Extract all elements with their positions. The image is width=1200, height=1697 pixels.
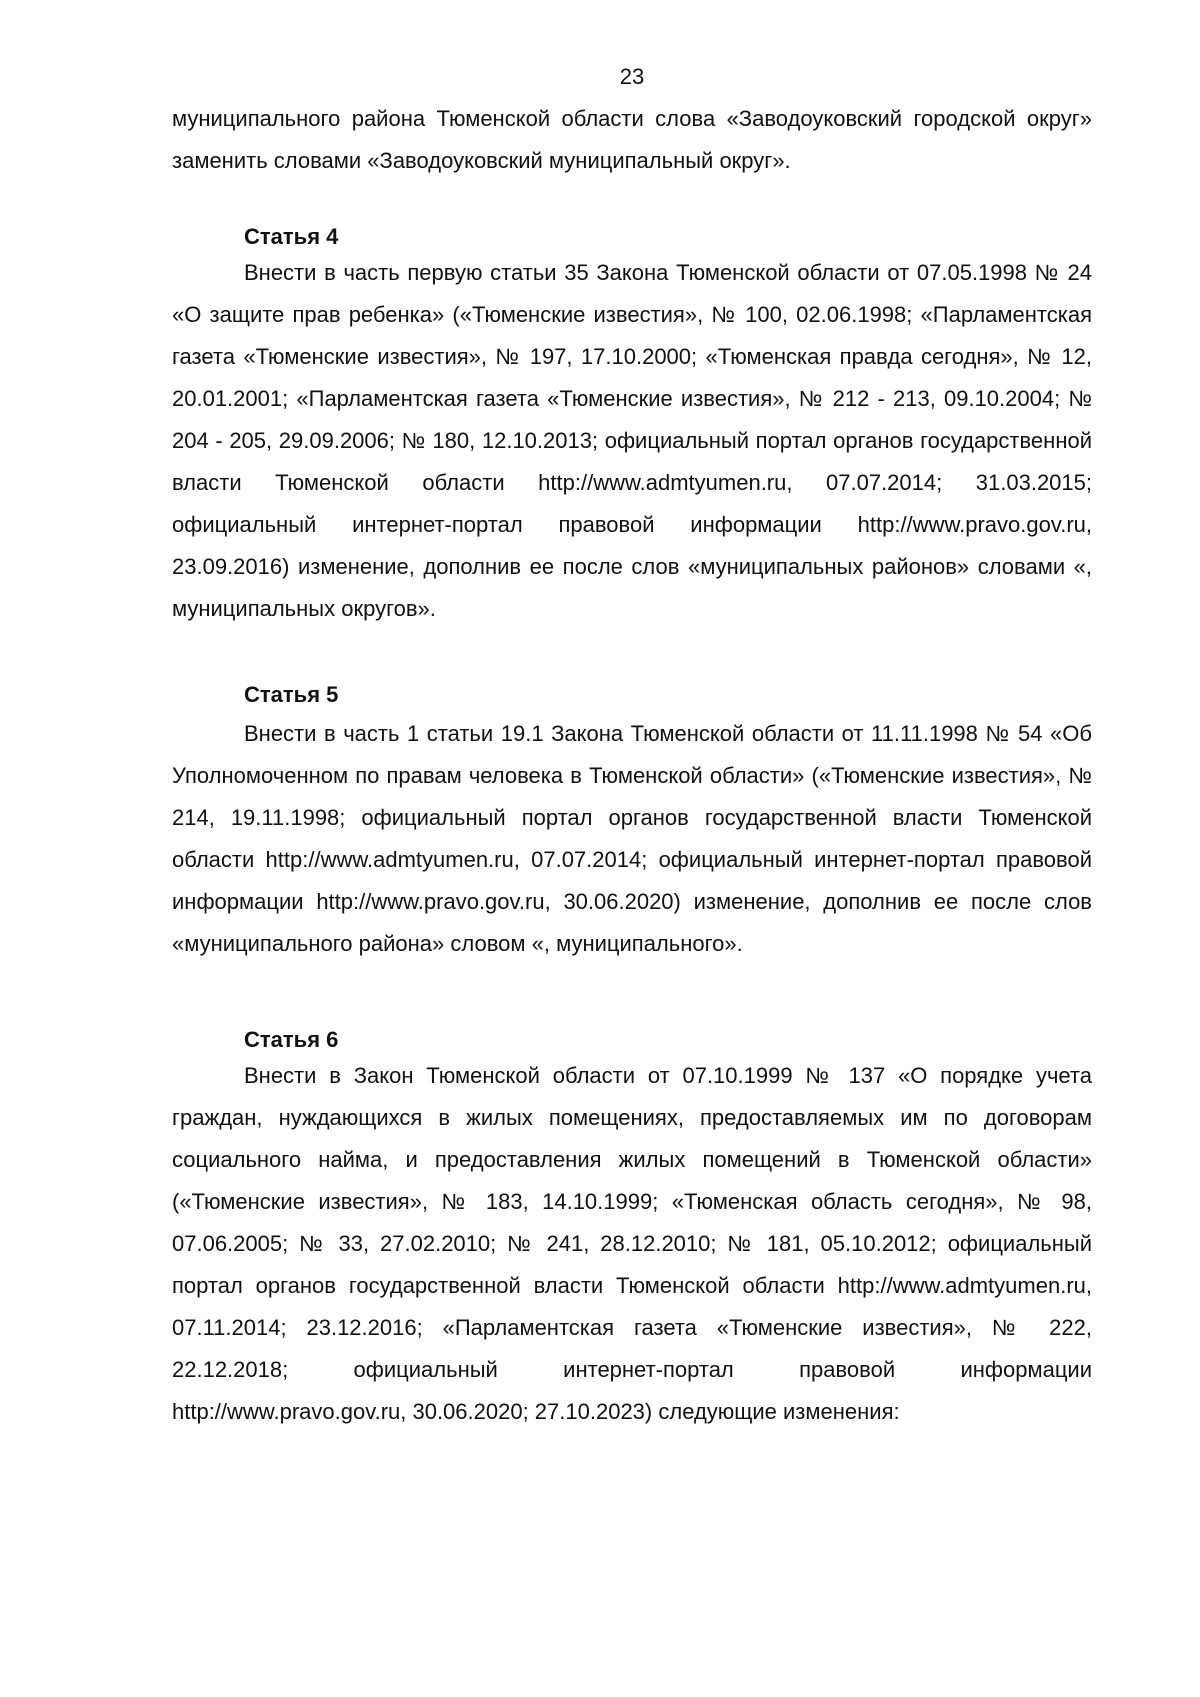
article-6-heading: Статья 6 [244,1027,339,1052]
article-5-heading: Статья 5 [244,682,339,707]
article-4-text: Внести в часть первую статьи 35 Закона Тюменской области от 07.05.1998 № 24 «О защите прав ребенка» («Тюменские известия», № 100, 02.06.1998; «Парламентская газета «Тюменские известия», № 197, 17.10.2000; «Тюменская правда сегодня», № 12, 20.01.2001; «Парламентская газета «Тюменские известия», № 212 - 213, 09.10.2004; № 204 - 205, 29.09.2006; № 180, 12.10.2013; официальный портал органов государственной власти Тюменской области http://www.admtyumen.ru, 07.07.2014; 31.03.2015; официальный интернет-портал правовой информации http://www.pravo.gov.ru, 23.09.2016) изменение, дополнив ее после слов «муниципальных районов» словами «, муниципальных округов». [172,260,1092,621]
article-4-heading: Статья 4 [244,224,339,249]
article-5-text: Внести в часть 1 статьи 19.1 Закона Тюменской области от 11.11.1998 № 54 «Об Уполномоченном по правам человека в Тюменской области» («Тюменские известия», № 214, 19.11.1998; официальный портал органов государственной власти Тюменской области http://www.admtyumen.ru, 07.07.2014; официальный интернет-портал правовой информации http://www.pravo.gov.ru, 30.06.2020) изменение, дополнив ее после слов «муниципального района» словом «, муниципального». [172,721,1092,956]
intro-paragraph: муниципального района Тюменской области слова «Заводоуковский городской округ» заменить словами «Заводоуковский муниципальный округ». [172,106,1092,173]
page-number: 23 [619,64,645,89]
article-6-text: Внести в Закон Тюменской области от 07.10.1999 № 137 «О порядке учета граждан, нуждающихся в жилых помещениях, предоставляемых им по договорам социального найма, и предоставления жилых помещений в Тюменской области» («Тюменские известия», № 183, 14.10.1999; «Тюменская область сегодня», № 98, 07.06.2005; № 33, 27.02.2010; № 241, 28.12.2010; № 181, 05.10.2012; официальный портал органов государственной власти Тюменской области http://www.admtyumen.ru, 07.11.2014; 23.12.2016; «Парламентская газета «Тюменские известия», № 222, 22.12.2018; официальный интернет-портал правовой информации http://www.pravo.gov.ru, 30.06.2020; 27.10.2023) следующие изменения: [172,1063,1092,1424]
